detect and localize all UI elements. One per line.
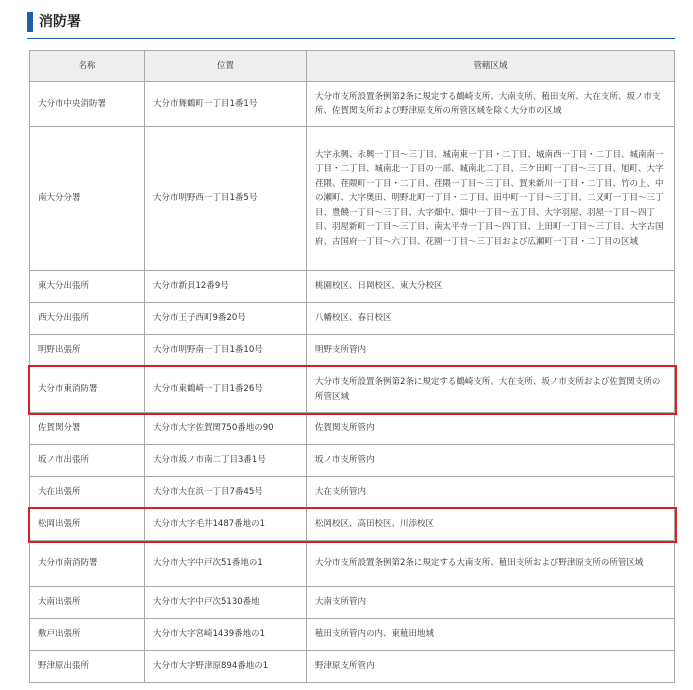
cell-name: 南大分分署 (30, 127, 145, 271)
table-row (30, 477, 675, 509)
cell-name: 大分市中央消防署 (30, 82, 145, 127)
table-row (30, 413, 675, 445)
section-heading (27, 10, 675, 39)
cell-area: 桃園校区、日岡校区、東大分校区 (307, 271, 675, 303)
cell-area: 野津原支所管内 (307, 651, 675, 683)
table-header-row (30, 51, 675, 82)
table-row (30, 541, 675, 587)
cell-name: 西大分出張所 (30, 303, 145, 335)
cell-location: 大分市大字宮崎1439番地の1 (145, 619, 307, 651)
cell-area: 佐賀関支所管内 (307, 413, 675, 445)
cell-area: 八幡校区、春日校区 (307, 303, 675, 335)
cell-location: 大分市大在浜一丁目7番45号 (145, 477, 307, 509)
cell-name: 大在出張所 (30, 477, 145, 509)
cell-location: 大分市大字佐賀関750番地の90 (145, 413, 307, 445)
cell-name: 敷戸出張所 (30, 619, 145, 651)
cell-location: 大分市明野南一丁目1番10号 (145, 335, 307, 367)
table-row (30, 509, 675, 541)
table-row (30, 82, 675, 127)
table-row (30, 127, 675, 271)
cell-area: 大分市支所設置条例第2条に規定する鶴崎支所、大在支所、坂ノ市支所および佐賀関支所の所管区域 (307, 367, 675, 413)
cell-location: 大分市大字中戸次51番地の1 (145, 541, 307, 587)
section-title: 消防署 (39, 14, 81, 30)
cell-area: 稙田支所管内の内、東稙田地域 (307, 619, 675, 651)
fire-station-table (29, 50, 675, 683)
cell-location: 大分市坂ノ市南二丁目3番1号 (145, 445, 307, 477)
cell-area: 大在支所管内 (307, 477, 675, 509)
cell-name: 松岡出張所 (30, 509, 145, 541)
cell-name: 坂ノ市出張所 (30, 445, 145, 477)
cell-name: 佐賀関分署 (30, 413, 145, 445)
cell-name: 野津原出張所 (30, 651, 145, 683)
cell-name: 大分市南消防署 (30, 541, 145, 587)
table-row (30, 619, 675, 651)
cell-area: 大字永興、永興一丁目～三丁目、城南東一丁目・二丁目、城南西一丁目・二丁目、城南南一丁目・二丁目、城南北一丁目の一部、城南北二丁目、三ケ田町一丁目～三丁目、旭町、大字荏隈、荏隈町一丁目・二丁目、荏隈一丁目～三丁目、賀来新川一丁目・二丁目、竹の上、中の瀬町、大字奥田、明野北町一丁目・二丁目、田中町一丁目～三丁目、二又町一丁目～三丁目、豊饒一丁目～三丁目、大字畑中、畑中一丁目～五丁目、大字羽屋、羽屋一丁目～四丁目、羽屋新町一丁目～三丁目、南太平寺一丁目～四丁目、上田町一丁目～三丁目、大字古国府、古国府一丁目～六丁目、花園一丁目～三丁目および広瀬町一丁目・二丁目の区域 (307, 127, 675, 271)
cell-area: 大分市支所設置条例第2条に規定する鶴崎支所、大南支所、稙田支所、大在支所、坂ノ市支所、佐賀関支所および野津原支所の所管区域を除く大分市の区域 (307, 82, 675, 127)
cell-location: 大分市大字毛井1487番地の1 (145, 509, 307, 541)
cell-area: 坂ノ市支所管内 (307, 445, 675, 477)
cell-location: 大分市大字中戸次5130番地 (145, 587, 307, 619)
table-row (30, 651, 675, 683)
table-row (30, 335, 675, 367)
cell-location: 大分市舞鶴町一丁目1番1号 (145, 82, 307, 127)
cell-name: 東大分出張所 (30, 271, 145, 303)
table-row (30, 271, 675, 303)
cell-location: 大分市明野西一丁目1番5号 (145, 127, 307, 271)
cell-name: 大分市東消防署 (30, 367, 145, 413)
table-row (30, 587, 675, 619)
cell-location: 大分市東鶴崎一丁目1番26号 (145, 367, 307, 413)
cell-area: 大分市支所設置条例第2条に規定する大南支所、稙田支所および野津原支所の所管区域 (307, 541, 675, 587)
table-row (30, 445, 675, 477)
cell-area: 大南支所管内 (307, 587, 675, 619)
header-area: 管轄区域 (307, 51, 675, 82)
header-location: 位置 (145, 51, 307, 82)
cell-area: 松岡校区、高田校区、川添校区 (307, 509, 675, 541)
cell-location: 大分市大字野津原894番地の1 (145, 651, 307, 683)
cell-name: 大南出張所 (30, 587, 145, 619)
cell-location: 大分市王子西町9番20号 (145, 303, 307, 335)
header-name: 名称 (30, 51, 145, 82)
heading-accent-bar (27, 12, 33, 32)
cell-location: 大分市新貝12番9号 (145, 271, 307, 303)
table-row (30, 367, 675, 413)
cell-area: 明野支所管内 (307, 335, 675, 367)
cell-name: 明野出張所 (30, 335, 145, 367)
table-row (30, 303, 675, 335)
